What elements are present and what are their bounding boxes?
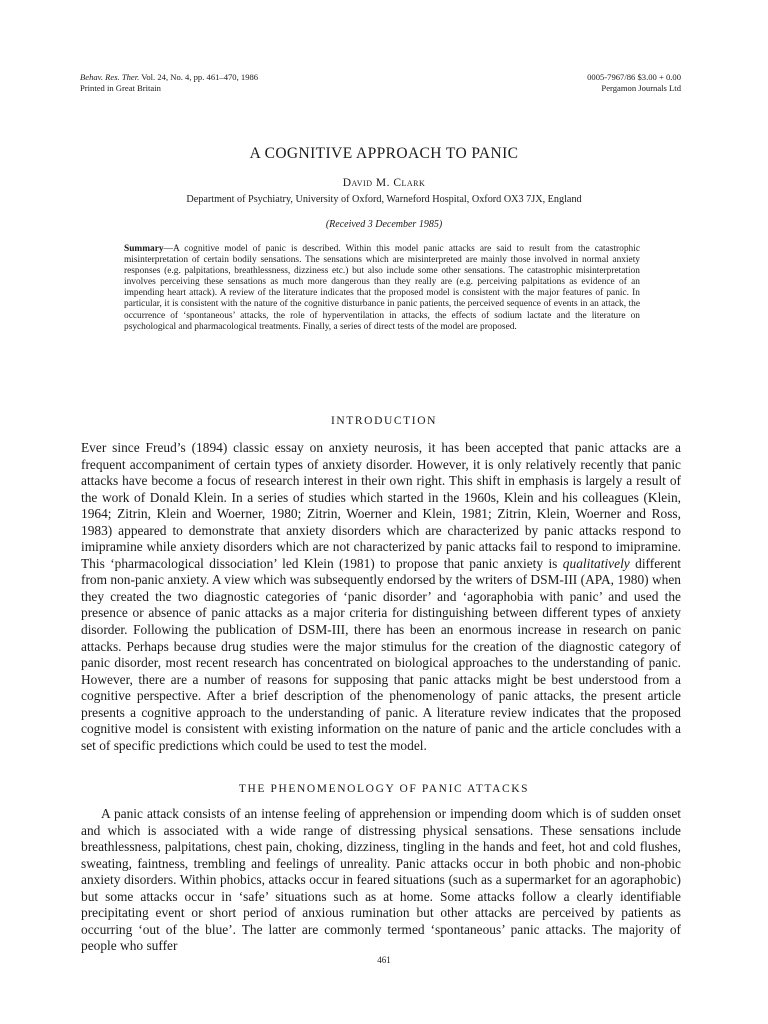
summary-abstract [124, 244, 640, 333]
running-header-right [587, 72, 681, 94]
journal-abbrev: Behav. Res. Ther. [80, 72, 140, 82]
publisher: Pergamon Journals Ltd [601, 83, 681, 93]
phenomenology-paragraph: A panic attack consists of an intense feeling of apprehension or impending doom which is of sudden onset and which is associated with a wide range of distressing physical sensations. These sensations include breathlessness, palpitations, chest pain, choking, dizziness, tingling in the hands and feet, hot and cold flushes, sweating, faintness, trembling and feelings of unreality. Panic attacks occur in both phobic and non-phobic anxiety disorders. Within phobics, attacks occur in feared situations (such as a supermarket for an agoraphobic) but some attacks occur in ‘safe’ situations such as at home. Some attacks follow a clearly identifiable precipitating event or short period of anxious rumination but other attacks are perceived by patients as occurring ‘out of the blue’. The latter are commonly termed ‘spontaneous’ panic attacks. The majority of people who suffer [81, 806, 681, 954]
summary-text: —A cognitive model of panic is described. Within this model panic attacks are said to result from the catastrophic misinterpretation of certain bodily sensations. The sensations which are misinterpreted are mainly those involved in normal anxiety responses (e.g. palpitations, breathlessness, dizziness etc.) but also include some other sensations. The catastrophic misinterpretation involves perceiving these sensations as much more dangerous than they really are (e.g. perceiving palpitations as evidence of an impending heart attack). A review of the literature indicates that the proposed model is consistent with the major features of panic. In particular, it is consistent with the nature of the cognitive disturbance in panic patients, the perceived sequence of events in an attack, the occurrence of ‘spontaneous’ attacks, the role of hyperventilation in attacks, the effects of sodium lactate and the literature on psychological and pharmacological treatments. Finally, a series of direct tests of the model are proposed. [124, 244, 640, 332]
citation: Vol. 24, No. 4, pp. 461–470, 1986 [141, 72, 259, 82]
introduction-text-part-b: different from non-panic anxiety. A view which was subsequently endorsed by the writers of DSM-III (APA, 1980) when they created the two diagnostic categories of ‘panic disorder’ and ‘agoraphobia with panic’ and used the presence or absence of panic attacks as a major criteria for distinguishing between different types of anxiety disorder. Following the publication of DSM-III, there has been an enormous increase in research on panic attacks. Perhaps because drug studies were the major stimulus for the creation of the diagnostic category of panic disorder, most recent research has concentrated on biological approaches to the understanding of panic. However, there are a number of reasons for supposing that panic attacks might be best understood from a cognitive perspective. After a brief description of the phenomenology of panic attacks, the present article presents a cognitive approach to the understanding of panic. A literature review indicates that the proposed cognitive model is consistent with existing information on the nature of panic and the article concludes with a set of specific predictions which could be used to test the model. [81, 555, 681, 753]
received-date: (Received 3 December 1985) [325, 219, 443, 230]
printed-in: Printed in Great Britain [80, 83, 161, 93]
introduction-text-part-a: Ever since Freud’s (1894) classic essay on anxiety neurosis, it has been accepted that panic attacks are a frequent accompaniment of certain types of anxiety disorder. However, it is only relatively recently that panic attacks have become a focus of research interest in their own right. This shift in emphasis is largely a result of the work of Donald Klein. In a series of studies which started in the 1960s, Klein and his colleagues (Klein, 1964; Zitrin, Klein and Woerner, 1980; Zitrin, Woerner and Klein, 1981; Zitrin, Klein, Woerner and Ross, 1983) appeared to demonstrate that anxiety disorders which are characterized by panic attacks respond to imipramine while anxiety disorders which are not characterized by panic attacks fail to respond to imipramine. This ‘pharmacological dissociation’ led Klein (1981) to propose that panic anxiety is [81, 440, 681, 571]
running-header-left [80, 72, 258, 94]
price-code: 0005-7967/86 $3.00 + 0.00 [587, 72, 681, 82]
citation-line [80, 72, 258, 83]
introduction-paragraph [81, 440, 681, 754]
article-title: A COGNITIVE APPROACH TO PANIC [249, 145, 519, 162]
page-number: 461 [377, 955, 391, 965]
summary-label: Summary [124, 244, 164, 254]
section-heading-introduction: INTRODUCTION [330, 415, 438, 427]
author-affiliation: Department of Psychiatry, University of Oxford, Warneford Hospital, Oxford OX3 7JX, England [186, 194, 582, 205]
author-name: David M. Clark [342, 177, 426, 189]
introduction-emphasis: qualitatively [562, 555, 630, 571]
section-heading-phenomenology: THE PHENOMENOLOGY OF PANIC ATTACKS [238, 783, 530, 795]
